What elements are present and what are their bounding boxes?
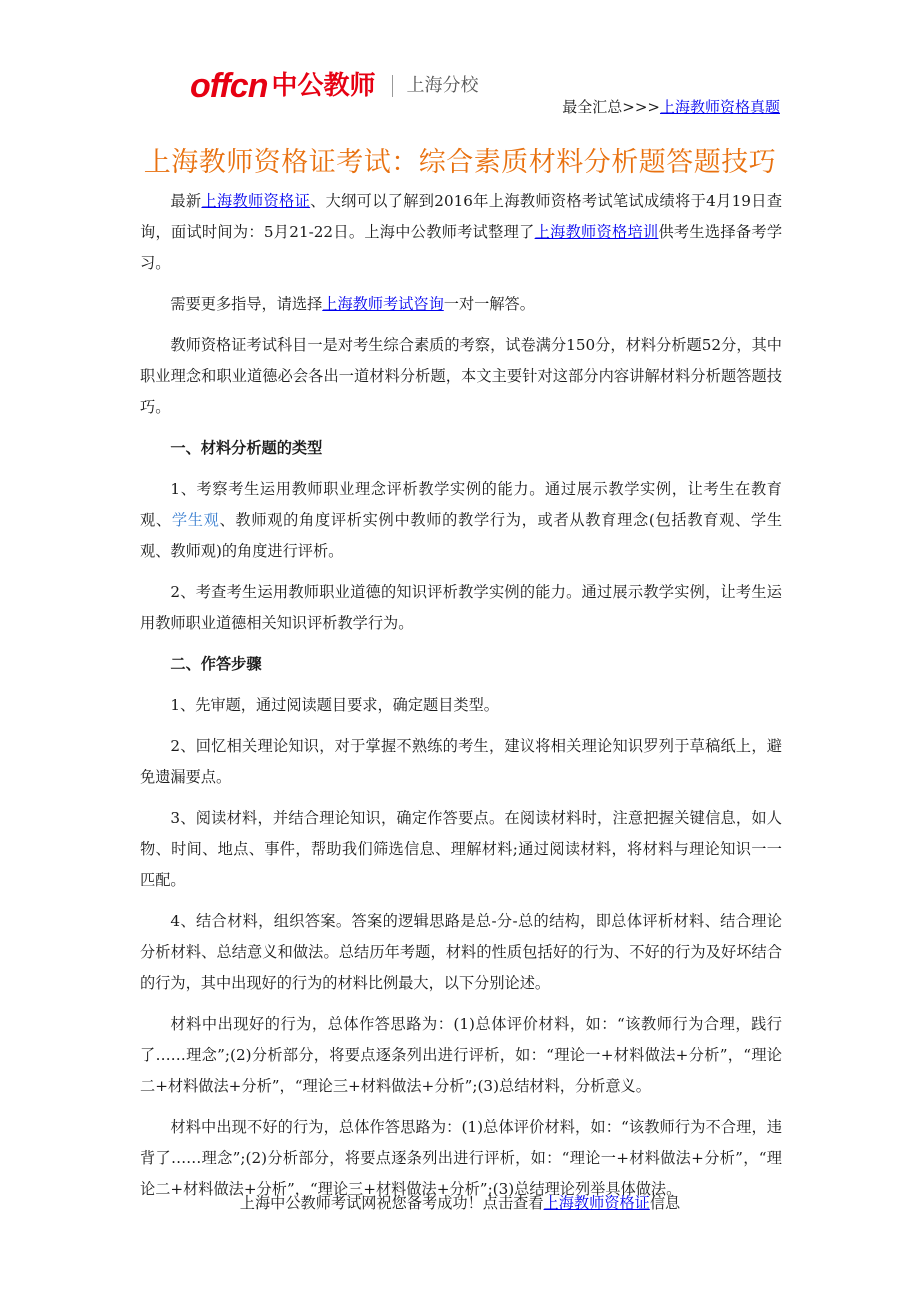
- section-heading-types: 一、材料分析题的类型: [170, 439, 323, 457]
- paragraph-step-4: 4、结合材料，组织答案。答案的逻辑思路是总-分-总的结构，即总体评析材料、结合理论分析材料、总结意义和做法。总结历年考题，材料的性质包括好的行为、不好的行为及好坏结合的行为，其中出现好的行为的材料比例最大，以下分别论述。: [140, 912, 782, 992]
- type1-text-b: 、教师观的角度评析实例中教师的教学行为，或者从教育理念(包括教育观、学生观、教师观)的角度进行评析。: [140, 511, 783, 560]
- offcn-logo[interactable]: [190, 66, 479, 106]
- article-body: [140, 186, 782, 1215]
- paragraph-bad-behavior: 材料中出现不好的行为，总体作答思路为：(1)总体评价材料，如：“该教师行为不合理，违背了……理念”;(2)分析部分，将要点逐条列出进行评析，如：“理论一+材料做法+分析”，“理论二+材料做法+分析”，“理论三+材料做法+分析”;(3)总结理论列举具体做法。: [140, 1118, 782, 1198]
- paragraph-type-2: 2、考查考生运用教师职业道德的知识评析教学实例的能力。通过展示教学实例，让考生运用教师职业道德相关知识评析教学行为。: [140, 583, 782, 632]
- intro-text-b: 、大纲可以了解到2016年上海教师资格考试笔试成绩将于4月19日查询，面试时间为：5月21-22日。上海中公教师考试整理了: [140, 192, 783, 241]
- paragraph-step-3: 3、阅读材料，并结合理论知识，确定作答要点。在阅读材料时，注意把握关键信息，如人物、时间、地点、事件，帮助我们筛选信息、理解材料;通过阅读材料，将材料与理论知识一一匹配。: [140, 809, 782, 889]
- paragraph-type-1: [140, 474, 782, 567]
- guidance-text-b: 一对一解答。: [443, 295, 535, 313]
- intro-text-a: 最新: [170, 192, 202, 210]
- guidance-text-a: 需要更多指导，请选择: [170, 295, 323, 313]
- paragraph-intro: [140, 186, 782, 279]
- logo-school-text: 上海分校: [406, 75, 479, 96]
- paragraph-guidance: [140, 289, 782, 320]
- intro-text-c: 供考生选择备考学习。: [140, 223, 783, 272]
- teacher-cert-exam-link[interactable]: 上海教师资格真题: [659, 98, 780, 116]
- teacher-training-link[interactable]: 上海教师资格培训: [534, 223, 659, 241]
- paragraph-step-2: 2、回忆相关理论知识，对于掌握不熟练的考生，建议将相关理论知识罗列于草稿纸上，避免遗漏要点。: [140, 737, 782, 786]
- paragraph-good-behavior: 材料中出现好的行为，总体作答思路为：(1)总体评价材料，如：“该教师行为合理，践行了……理念”;(2)分析部分，将要点逐条列出进行评析，如：“理论一+材料做法+分析”，“理论二+材料做法+分析”，“理论三+材料做法+分析”;(3)总结材料，分析意义。: [140, 1015, 782, 1095]
- teacher-cert-link[interactable]: 上海教师资格证: [201, 192, 311, 210]
- logo-offcn-text: offcn: [190, 67, 268, 105]
- footer-text-b: 信息: [649, 1194, 681, 1212]
- logo-brand-text: 中公教师: [271, 71, 376, 101]
- student-view-keyword[interactable]: 学生观: [171, 511, 220, 529]
- article-title: 上海教师资格证考试：综合素质材料分析题答题技巧: [143, 147, 777, 178]
- section-heading-steps: 二、作答步骤: [170, 655, 262, 673]
- paragraph-step-1: 1、先审题，通过阅读题目要求，确定题目类型。: [170, 696, 499, 714]
- page-footer: [0, 1192, 920, 1213]
- top-link-prefix: 最全汇总>>>: [562, 98, 660, 116]
- paragraph-overview: 教师资格证考试科目一是对考生综合素质的考察，试卷满分150分，材料分析题52分，其中职业理念和职业道德必会各出一道材料分析题，本文主要针对这部分内容讲解材料分析题答题技巧。: [140, 336, 782, 416]
- top-summary-link-line: [562, 96, 780, 117]
- type1-text-a: 1、考察考生运用教师职业理念评析教学实例的能力。通过展示教学实例，让考生在教育观、: [140, 480, 782, 529]
- exam-consult-link[interactable]: 上海教师考试咨询: [322, 295, 444, 313]
- footer-text-a: 上海中公教师考试网祝您备考成功！点击查看: [239, 1194, 544, 1212]
- page-header: [0, 0, 920, 130]
- footer-teacher-cert-link[interactable]: 上海教师资格证: [543, 1194, 650, 1212]
- logo-divider: [392, 75, 393, 97]
